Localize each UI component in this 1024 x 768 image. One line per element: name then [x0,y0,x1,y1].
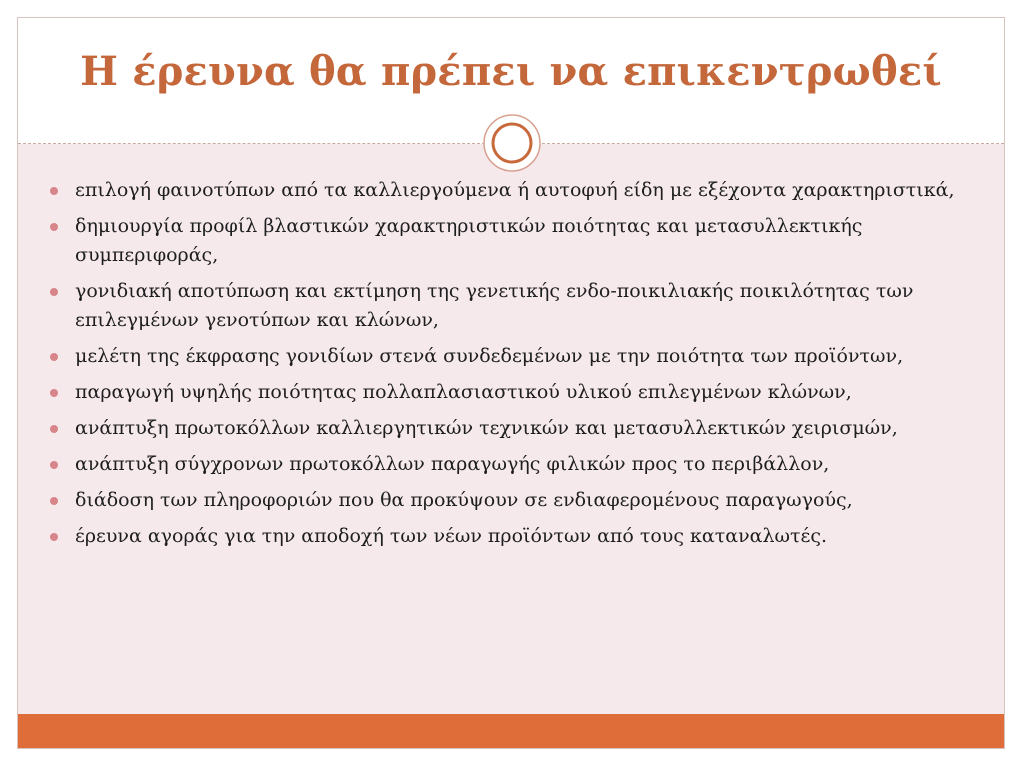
bullet-dot-icon [50,223,58,231]
bullet-text: ανάπτυξη σύγχρονων πρωτοκόλλων παραγωγής φιλικών προς το περιβάλλον, [75,453,830,475]
footer-bar [18,714,1004,748]
bullet-text: διάδοση των πληροφοριών που θα προκύψουν σε ενδιαφερομένους παραγωγούς, [75,489,853,511]
bullet-dot-icon [50,288,58,296]
bullet-dot-icon [50,497,58,505]
bullet-dot-icon [50,425,58,433]
bullet-list [48,176,988,551]
bullet-text: γονιδιακή αποτύπωση και εκτίμηση της γενετικής ενδο-ποικιλιακής ποικιλότητας των επιλεγμένων γενοτύπων και κλώνων, [75,280,914,331]
bullet-text: έρευνα αγοράς για την αποδοχή των νέων προϊόντων από τους καταναλωτές. [75,525,828,547]
bullet-dot-icon [50,533,58,541]
slide-content [48,176,988,558]
bullet-text: δημιουργία προφίλ βλαστικών χαρακτηριστικών ποιότητας και μετασυλλεκτικής συμπεριφοράς, [75,215,863,266]
slide-title: Η έρευνα θα πρέπει να επικεντρωθεί [80,48,942,95]
bullet-item [48,486,988,515]
double-ring-ornament-icon [482,113,542,173]
bullet-dot-icon [50,389,58,397]
bullet-dot-icon [50,353,58,361]
bullet-item [48,450,988,479]
bullet-item [48,414,988,443]
bullet-text: μελέτη της έκφρασης γονιδίων στενά συνδεδεμένων με την ποιότητα των προϊόντων, [75,345,904,367]
bullet-item [48,522,988,551]
bullet-item [48,378,988,407]
bullet-item [48,212,988,270]
bullet-text: ανάπτυξη πρωτοκόλλων καλλιεργητικών τεχνικών και μετασυλλεκτικών χειρισμών, [75,417,898,439]
bullet-text: παραγωγή υψηλής ποιότητας πολλαπλασιαστικού υλικού επιλεγμένων κλώνων, [75,381,852,403]
bullet-dot-icon [50,187,58,195]
bullet-text: επιλογή φαινοτύπων από τα καλλιεργούμενα ή αυτοφυή είδη με εξέχοντα χαρακτηριστικά, [75,179,955,201]
slide [17,17,1005,749]
bullet-item [48,176,988,205]
bullet-item [48,277,988,335]
bullet-dot-icon [50,461,58,469]
bullet-item [48,342,988,371]
